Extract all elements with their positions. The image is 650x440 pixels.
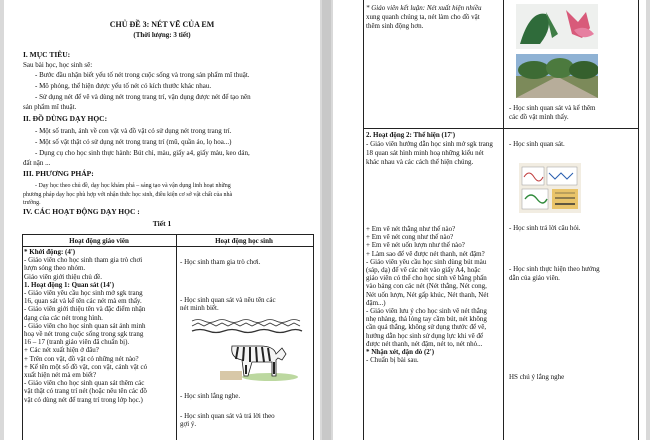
question-line: giáo viên có thể cho học sinh vẽ bằng phấn bbox=[366, 274, 487, 283]
teacher-activity-column bbox=[24, 248, 174, 404]
objective-item: sản phẩm mĩ thuật. bbox=[23, 103, 77, 111]
conclusion-line: xung quanh chúng ta, nét làm cho đồ vật bbox=[366, 13, 480, 21]
student-line: - Học sinh lắng nghe. bbox=[180, 392, 241, 400]
teacher-line: Giáo viên giới thiệu chủ đề. bbox=[24, 272, 102, 281]
method-item: phương pháp dạy học phù hợp với nhận thức học sinh, điều kiện cơ sở vật chất của nhà bbox=[23, 192, 233, 198]
material-item: - Dụng cụ cho học sinh thực hành: Bút chì, màu, giấy a4, giấy màu, keo dán, bbox=[35, 149, 250, 157]
doc-duration: (Thời lượng: 3 tiết) bbox=[133, 31, 191, 39]
document-page-left bbox=[4, 0, 320, 440]
teacher-line: + Các nét xuất hiện ở đâu? bbox=[24, 346, 99, 355]
question-line: - Giáo viên yêu cầu học sinh dùng bút màu bbox=[366, 257, 487, 266]
objective-item: - Sử dụng nét để vẽ và dùng nét trong trang trí, vận dụng được nét để tạo nên bbox=[35, 93, 251, 101]
teacher-line: + Trên con vật, đồ vật có những nét nào? bbox=[24, 354, 139, 363]
doc-title: CHỦ ĐỀ 3: NÉT VẼ CỦA EM bbox=[109, 20, 215, 29]
teacher-line: 16, quan sát và kể tên các nét mà em thấy. bbox=[24, 297, 142, 306]
page-gutter bbox=[322, 0, 331, 440]
section-heading-methods: III. PHƯƠNG PHÁP: bbox=[23, 169, 94, 178]
teacher-line: - Giáo viên giới thiệu tên và đặc điểm nhận bbox=[24, 305, 146, 314]
section-heading-materials: II. ĐỒ DÙNG DẠY HỌC: bbox=[23, 114, 108, 123]
question-line: Nét uốn lượn, Nét gấp khúc, Nét thanh, Nét bbox=[366, 290, 489, 299]
illustration-line-examples bbox=[519, 163, 581, 213]
student-line: dẫn của giáo viên. bbox=[509, 274, 560, 282]
method-item: - Dạy học theo chủ đề, dạy học khám phá – sáng tạo và vận dụng linh hoạt những bbox=[35, 183, 231, 189]
document-page-right bbox=[333, 0, 646, 440]
activity2-line: 18 quan sát hình minh hoạ những kiểu nét bbox=[366, 149, 484, 157]
student-line: HS chú ý lắng nghe bbox=[509, 373, 565, 381]
teacher-line: vật thật có trang trí nét (hoặc nêu tên các đồ bbox=[24, 387, 147, 396]
question-line: - Chuẩn bị bài sau. bbox=[366, 356, 419, 365]
question-line: - Giáo viên lưu ý cho học sinh vẽ nét thẳng bbox=[366, 307, 487, 316]
teacher-line: - Giáo viên cho học sinh tham gia trò chơi bbox=[24, 256, 143, 265]
question-line: * Nhận xét, dặn dò (2') bbox=[366, 348, 435, 357]
student-line: - Học sinh trả lời câu hỏi. bbox=[509, 224, 581, 232]
teacher-line: lượn sóng theo nhóm. bbox=[24, 264, 86, 273]
teacher-questions-column bbox=[366, 225, 502, 364]
student-line: - Học sinh quan sát và trả lời theo bbox=[180, 412, 275, 420]
question-line: đậm...) bbox=[366, 298, 386, 307]
teacher-line: + Kể tên một số đồ vật, con vật, cảnh vật có bbox=[24, 362, 148, 371]
teacher-line: 1. Hoạt động 1: Quan sát (14') bbox=[24, 280, 115, 289]
material-item: - Một số tranh, ảnh về con vật và đồ vật có sử dụng nét trong trang trí. bbox=[35, 127, 232, 135]
line-types-illustration bbox=[190, 318, 304, 334]
activity2-heading: 2. Hoạt động 2: Thể hiện (17') bbox=[366, 131, 456, 139]
question-line: vào bảng con các nét (Nét thẳng, Nét cong, bbox=[366, 282, 487, 291]
teacher-line: - Giáo viên cho học sinh quan sát ảnh minh bbox=[24, 321, 146, 330]
student-line: - Học sinh quan sát. bbox=[509, 140, 565, 148]
objectives-intro: Sau bài học, học sinh sẽ: bbox=[23, 61, 93, 69]
activity2-line: - Giáo viên hướng dẫn học sinh mở sgk trang bbox=[366, 140, 493, 148]
student-line: - Học sinh quan sát và kể thêm bbox=[509, 104, 596, 112]
question-line: + Em vẽ nét uốn lượn như thế nào? bbox=[366, 241, 465, 250]
table-divider bbox=[176, 234, 177, 440]
material-item: đất nặn ... bbox=[23, 159, 51, 167]
illustration-park-photos bbox=[516, 4, 598, 98]
conclusion-line-text: * Giáo viên kết luận: Nét xuất hiện nhiều bbox=[366, 4, 482, 12]
teacher-line: - Giáo viên yêu cầu học sinh mở sgk trang bbox=[24, 289, 143, 298]
objective-item: - Bước đầu nhận biết yếu tố nét trong cuộc sống và trong sản phẩm mĩ thuật. bbox=[35, 71, 250, 79]
teacher-line: hoạ về nét trong cuộc sống trong sgk trang bbox=[24, 330, 144, 339]
teacher-line: * Khởi động: (4') bbox=[24, 248, 76, 256]
student-line: - Học sinh thực hiện theo hướng bbox=[509, 265, 600, 273]
lesson-label: Tiết 1 bbox=[152, 219, 172, 228]
student-line: nét minh biết. bbox=[180, 304, 219, 312]
teacher-line: xuất hiện nét mà em biết? bbox=[24, 371, 97, 380]
material-item: - Một số vật thật có sử dụng nét trong trang trí (mũ, quần áo, lọ hoa...) bbox=[35, 138, 232, 146]
method-item: trường. bbox=[23, 200, 41, 206]
student-line: - Học sinh quan sát và nêu tên các bbox=[180, 296, 276, 304]
teacher-line: dạng của các nét trong hình. bbox=[24, 313, 103, 322]
table-divider bbox=[503, 0, 504, 440]
teacher-line: - Giáo viên cho học sinh quan sát thêm các bbox=[24, 379, 145, 388]
question-line: + Em vẽ nét cong như thế nào? bbox=[366, 233, 454, 242]
question-line: (sáp, dạ) để vẽ các nét vào giấy A4, hoặc bbox=[366, 266, 481, 275]
activity2-line: khác nhau và các cách thể hiện chúng. bbox=[366, 158, 474, 166]
question-line: nhẹ nhàng, thả lỏng tay cầm bút, nét không bbox=[366, 315, 487, 324]
zebra-illustration bbox=[190, 338, 300, 382]
conclusion-line: thêm sinh động hơn. bbox=[366, 22, 424, 30]
student-line: - Học sinh tham gia trò chơi. bbox=[180, 258, 261, 266]
question-line: + Làm sao để vẽ được nét thanh, nét đậm? bbox=[366, 249, 485, 258]
student-line: gợi ý. bbox=[180, 420, 197, 428]
teacher-line: 16 – 17 (tranh giáo viên đã chuẩn bị). bbox=[24, 338, 130, 347]
objective-item: - Mô phỏng, thể hiện được yếu tố nét có kích thước khác nhau. bbox=[35, 82, 212, 90]
question-line: hướng dẫn học sinh sử dụng lực khi vẽ để bbox=[366, 331, 484, 340]
column-header-student: Hoạt động học sinh bbox=[215, 237, 273, 245]
section-heading-activities: IV. CÁC HOẠT ĐỘNG DẠY HỌC : bbox=[23, 207, 140, 216]
question-line: + Em vẽ nét thẳng như thế nào? bbox=[366, 225, 456, 233]
column-header-teacher: Hoạt động giáo viên bbox=[69, 237, 129, 245]
conclusion-line bbox=[366, 4, 481, 12]
table-header-rule bbox=[22, 246, 313, 247]
question-line: được nét thanh, nét đậm, nét to, nét nhỏ... bbox=[366, 339, 483, 348]
teacher-line: vật có dùng nét để trang trí trong lớp học.) bbox=[24, 395, 143, 404]
student-line: các đồ vật mình thấy. bbox=[509, 113, 569, 121]
table-row-rule bbox=[363, 128, 638, 129]
question-line: cần quá thẳng, không sử dụng thước để vẽ, bbox=[366, 323, 487, 332]
section-heading-objectives: I. MỤC TIÊU: bbox=[23, 50, 71, 59]
